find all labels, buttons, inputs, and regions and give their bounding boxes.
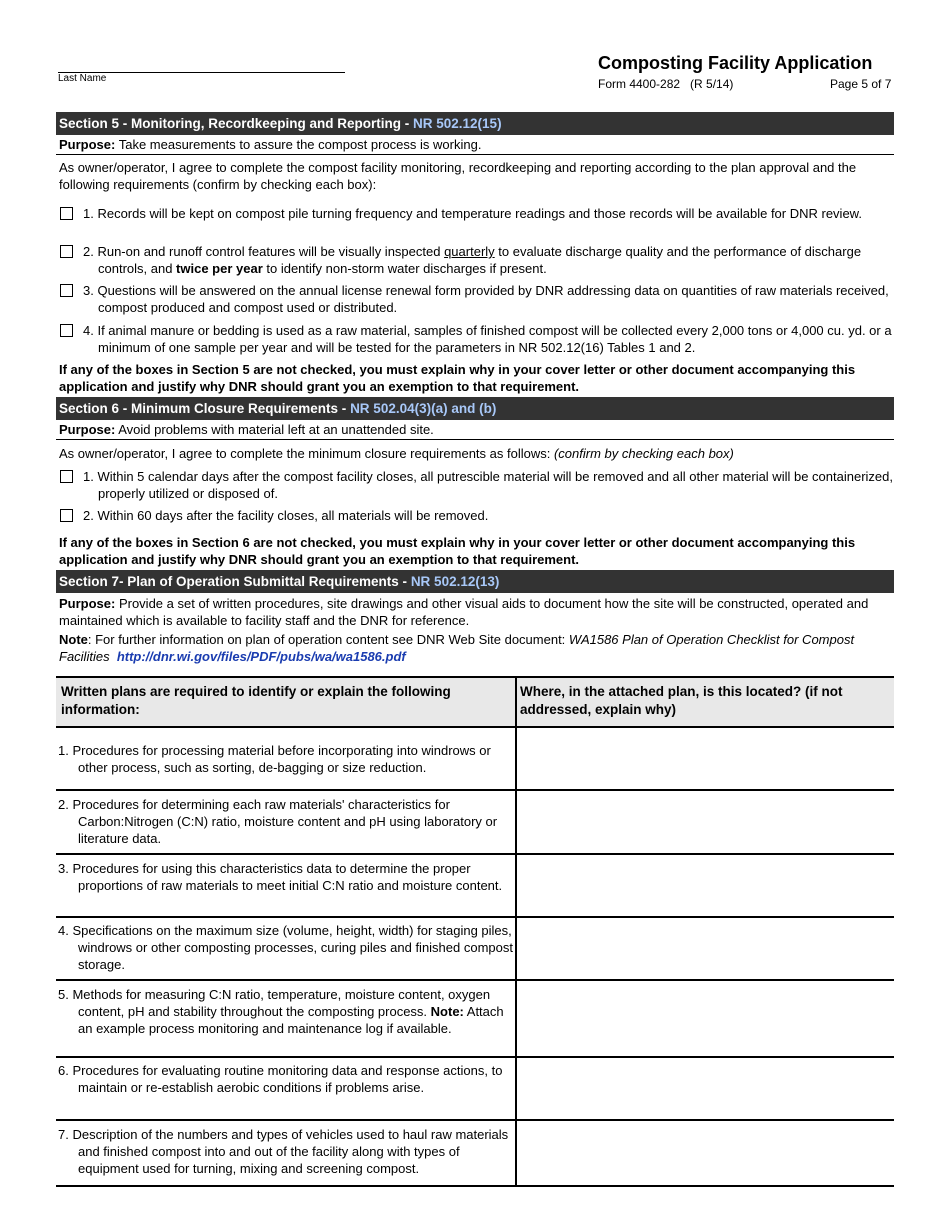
- item-2-text-b: to evaluate discharge quality and the performance of discharge controls, and: [98, 244, 862, 276]
- checkbox[interactable]: [60, 284, 73, 297]
- answer-cell[interactable]: [517, 918, 894, 979]
- section-5-title: Section 5 - Monitoring, Recordkeeping and Reporting -: [59, 116, 414, 131]
- section-5-ref: NR 502.12(15): [413, 116, 502, 131]
- intro-text: As owner/operator, I agree to complete the minimum closure requirements as follows:: [59, 446, 554, 461]
- row-text: 6. Procedures for evaluating routine monitoring data and response actions, to maintain or re-establish aerobic conditions if problems arise.: [58, 1063, 503, 1095]
- row-text: [58, 986, 513, 1037]
- plan-requirements-table: [56, 676, 894, 1187]
- table-row: [56, 918, 894, 981]
- answer-cell[interactable]: [517, 855, 894, 916]
- item-text: [83, 243, 908, 277]
- section-5-intro: As owner/operator, I agree to complete the compost facility monitoring, recordkeeping and reporting according to the plan approval and the following requirements (confirm by checking each box):: [59, 160, 857, 192]
- section-6-purpose: [56, 420, 894, 440]
- table-row: [56, 981, 894, 1058]
- purpose-label: Purpose:: [59, 596, 116, 611]
- page-number: Page 5 of 7: [830, 77, 892, 91]
- section-7-header: [56, 570, 894, 593]
- row-5-text: 5. Methods for measuring C:N ratio, temperature, moisture content, oxygen content, pH and stability throughout the composting process.: [58, 987, 491, 1019]
- purpose-text: Avoid problems with material left at an unattended site.: [115, 422, 434, 437]
- row-text: 1. Procedures for processing material before incorporating into windrows or other process, such as sorting, de-bagging or size reduction.: [58, 743, 491, 775]
- answer-cell[interactable]: [517, 1058, 894, 1119]
- row-text: 4. Specifications on the maximum size (volume, height, width) for staging piles, windrows or other composting processes, curing piles and finished compost storage.: [58, 923, 513, 972]
- item-text: 2. Within 60 days after the facility closes, all materials will be removed.: [83, 508, 489, 523]
- section-5-warning: If any of the boxes in Section 5 are not checked, you must explain why in your cover letter or other document accompanying this application and justify why DNR should grant you an exemption to that requirement.: [59, 362, 856, 394]
- table-row: [56, 728, 894, 791]
- row-text: 2. Procedures for determining each raw materials' characteristics for Carbon:Nitrogen (C:N) ratio, moisture content and pH using laboratory or literature data.: [58, 797, 498, 846]
- section-6-warning: If any of the boxes in Section 6 are not checked, you must explain why in your cover letter or other document accompanying this application and justify why DNR should grant you an exemption to that requirement.: [59, 535, 856, 567]
- wa1586-link[interactable]: http://dnr.wi.gov/files/PDF/pubs/wa/wa1586.pdf: [116, 649, 406, 664]
- form-number: Form 4400-282 (R 5/14): [598, 77, 734, 91]
- note-text: : For further information on plan of operation content see DNR Web Site document:: [87, 632, 569, 647]
- checkbox[interactable]: [60, 509, 73, 522]
- answer-cell[interactable]: [517, 981, 894, 1056]
- answer-cell[interactable]: [517, 728, 894, 789]
- purpose-label: Purpose:: [59, 422, 116, 437]
- section-5-purpose: [56, 135, 894, 155]
- checkbox[interactable]: [60, 324, 73, 337]
- table-row: [56, 791, 894, 855]
- note-italic: WA1586 Plan of Operation Checklist for Compost Facilities: [59, 632, 855, 664]
- purpose-text: Provide a set of written procedures, site drawings and other visual aids to document how the site will be constructed, operated and maintained which is available to facility staff and the DNR for reference.: [59, 596, 869, 628]
- item-text: 3. Questions will be answered on the annual license renewal form provided by DNR addressing data on quantities of raw materials received, compost produced and compost used or distributed.: [83, 283, 889, 315]
- section-6-ref: NR 502.04(3)(a) and (b): [350, 401, 497, 416]
- item-2-text-a: 2. Run-on and runoff control features will be visually inspected: [83, 244, 445, 259]
- checkbox[interactable]: [60, 470, 73, 483]
- last-name-label: Last Name: [58, 73, 107, 84]
- row-text: 7. Description of the numbers and types of vehicles used to haul raw materials and finished compost into and out of the facility along with types of equipment used for turning, mixing and screening compost.: [58, 1127, 509, 1176]
- section-6-title: Section 6 - Minimum Closure Requirements -: [59, 401, 351, 416]
- purpose-label: Purpose:: [59, 137, 116, 152]
- section-7-ref: NR 502.12(13): [410, 574, 500, 589]
- answer-cell[interactable]: [517, 1121, 894, 1185]
- row-text: 3. Procedures for using this characteristics data to determine the proper proportions of raw materials to meet initial C:N ratio and moisture content.: [58, 861, 503, 893]
- item-2-bold: twice per year: [176, 261, 263, 276]
- item-text: 1. Records will be kept on compost pile turning frequency and temperature readings and those records will be available for DNR review.: [83, 206, 862, 221]
- header-left: Written plans are required to identify or explain the following information:: [61, 684, 451, 717]
- table-header: [56, 678, 894, 728]
- item-2-text-c: to identify non-storm water discharges if present.: [262, 261, 547, 276]
- checkbox[interactable]: [60, 207, 73, 220]
- table-row: [56, 1121, 894, 1187]
- purpose-text: Take measurements to assure the compost process is working.: [115, 137, 482, 152]
- answer-cell[interactable]: [517, 791, 894, 853]
- header-right: Where, in the attached plan, is this located? (if not addressed, explain why): [520, 684, 843, 717]
- section-6-intro: [59, 445, 889, 462]
- checkbox[interactable]: [60, 245, 73, 258]
- row-5-note-label: Note:: [430, 1004, 464, 1019]
- item-2-underline: quarterly: [444, 244, 495, 259]
- intro-italic: (confirm by checking each box): [553, 446, 734, 461]
- item-text: 4. If animal manure or bedding is used as a raw material, samples of finished compost will be collected every 2,000 tons or 4,000 cu. yd. or a minimum of one sample per year and will be tested for the parameters in NR 502.12(16) Tables 1 and 2.: [83, 323, 892, 355]
- note-label: Note: [59, 632, 88, 647]
- column-divider: [515, 678, 517, 726]
- section-7-note: [59, 631, 889, 665]
- section-5-header: [56, 112, 894, 135]
- item-text: 1. Within 5 calendar days after the compost facility closes, all putrescible material will be removed and all other material will be containerized, properly utilized or disposed of.: [83, 469, 893, 501]
- table-row: [56, 1058, 894, 1121]
- section-7-title: Section 7- Plan of Operation Submittal Requirements -: [59, 574, 411, 589]
- table-row: [56, 855, 894, 918]
- section-7-purpose: [59, 595, 889, 629]
- section-6-header: [56, 397, 894, 420]
- form-title: Composting Facility Application: [598, 53, 873, 73]
- row-5-note-text: Attach an example process monitoring and maintenance log if available.: [78, 1004, 504, 1036]
